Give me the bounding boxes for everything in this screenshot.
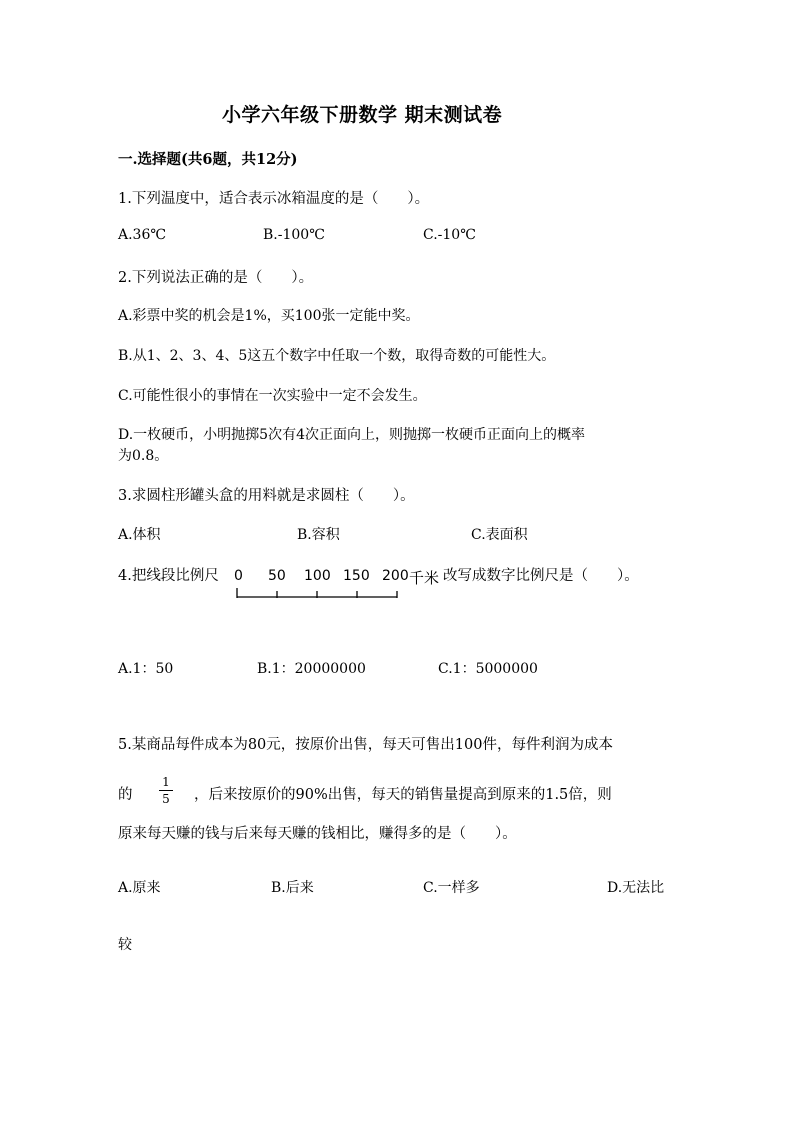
question-2-option-d-line1: D.一枚硬币，小明抛掷5次有4次正面向上，则抛掷一枚硬币正面向上的概率 (118, 427, 585, 443)
question-4-stem-after: 改写成数字比例尺是（ ）。 (443, 568, 639, 584)
scale-label-50: 50 (268, 568, 286, 584)
scale-label-0: 0 (234, 568, 243, 584)
question-1-stem: 1.下列温度中，适合表示冰箱温度的是（ ）。 (118, 191, 430, 207)
question-3-option-c: C.表面积 (471, 527, 528, 543)
question-4-option-a: A.1：50 (118, 661, 174, 677)
question-4-option-c: C.1：5000000 (438, 661, 538, 677)
question-4-stem-before: 4.把线段比例尺 (118, 568, 219, 584)
question-5-option-d-wrap: 较 (118, 937, 132, 953)
question-5-option-a: A.原来 (118, 880, 161, 896)
question-5-option-b: B.后来 (271, 880, 314, 896)
fraction-numerator: 1 (162, 775, 170, 789)
scale-label-100: 100 (304, 568, 331, 584)
scale-label-200: 200 (382, 568, 409, 584)
question-5-option-c: C.一样多 (423, 880, 480, 896)
section-heading: 一.选择题(共6题，共12分) (118, 151, 298, 168)
question-2-stem: 2.下列说法正确的是（ ）。 (118, 270, 314, 286)
scale-ruler (234, 586, 404, 600)
question-2-option-c: C.可能性很小的事情在一次实验中一定不会发生。 (118, 388, 427, 404)
question-2-option-b: B.从1、2、3、4、5这五个数字中任取一个数，取得奇数的可能性大。 (118, 348, 556, 364)
question-5-line3: 原来每天赚的钱与后来每天赚的钱相比，赚得多的是（ ）。 (118, 826, 517, 842)
question-2-option-a: A.彩票中奖的机会是1%，买100张一定能中奖。 (118, 308, 420, 324)
fraction-one-fifth (159, 775, 173, 806)
question-5-option-d: D.无法比 (607, 880, 665, 896)
fraction-denominator: 5 (162, 792, 170, 806)
question-3-option-b: B.容积 (297, 527, 340, 543)
fraction-bar (159, 790, 173, 791)
question-5-line1: 5.某商品每件成本为80元，按原价出售，每天可售出100件，每件利润为成本 (118, 737, 613, 753)
question-1-option-b: B.-100℃ (263, 227, 325, 243)
scale-unit: 千米 (409, 569, 440, 587)
question-4-option-b: B.1：20000000 (257, 661, 366, 677)
question-3-stem: 3.求圆柱形罐头盒的用料就是求圆柱（ ）。 (118, 488, 415, 504)
question-5-line2-suffix: ，后来按原价的90%出售，每天的销售量提高到原来的1.5倍，则 (194, 787, 612, 803)
question-5-line2-prefix: 的 (118, 787, 133, 803)
scale-label-150: 150 (343, 568, 370, 584)
question-2-option-d-line2: 为0.8。 (118, 448, 169, 464)
line-segment-scale (234, 568, 444, 604)
question-3-option-a: A.体积 (118, 527, 161, 543)
question-1-option-a: A.36℃ (118, 227, 167, 243)
page-title: 小学六年级下册数学 期末测试卷 (222, 104, 503, 126)
question-1-option-c: C.-10℃ (423, 227, 476, 243)
